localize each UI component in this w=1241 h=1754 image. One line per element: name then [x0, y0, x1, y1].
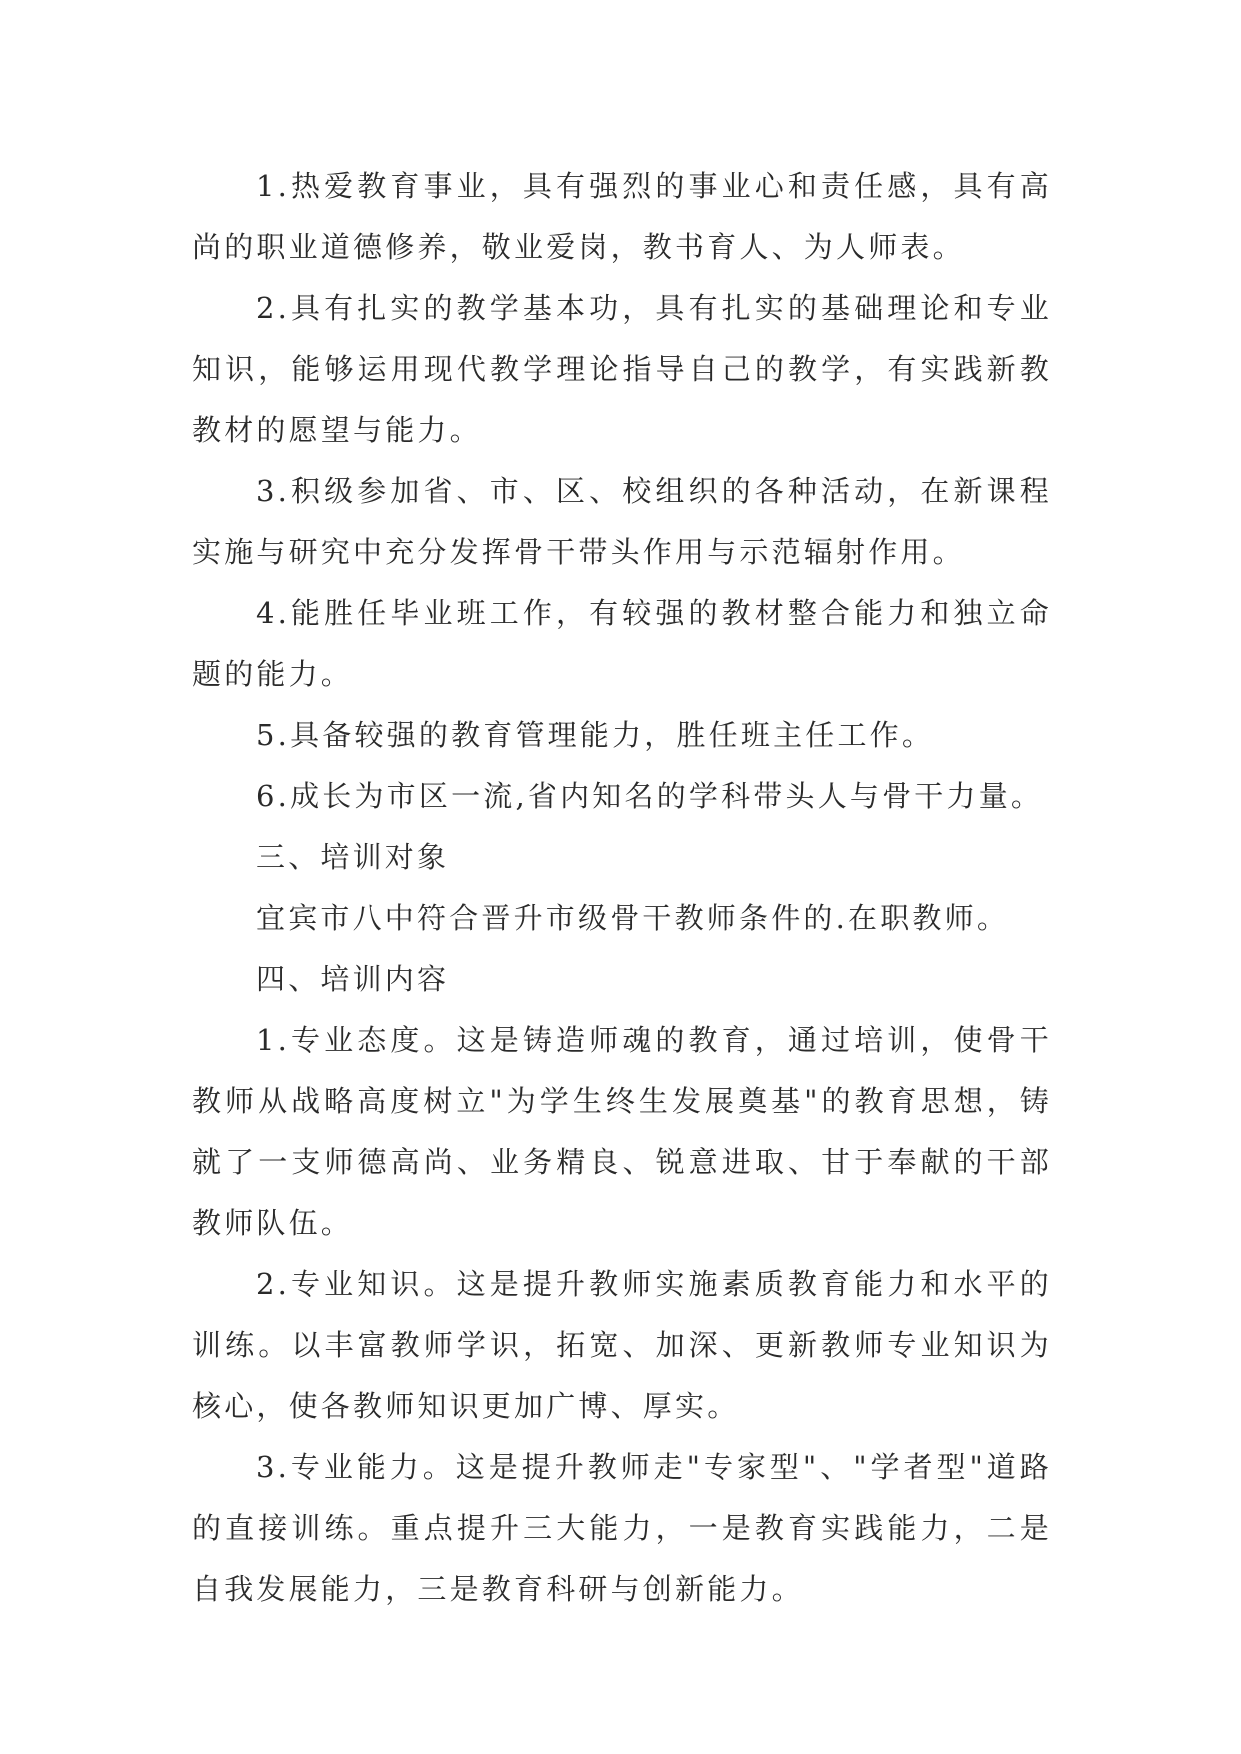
paragraph-goal-3: 3.积级参加省、市、区、校组织的各种活动，在新课程实施与研究中充分发挥骨干带头作用与示范辐射作用。 — [192, 474, 1052, 569]
paragraph-content-1: 1.专业态度。这是铸造师魂的教育，通过培训，使骨干教师从战略高度树立"为学生终生发展奠基"的教育思想，铸就了一支师德高尚、业务精良、锐意进取、甘于奉献的干部教师队伍。 — [192, 1023, 1052, 1240]
paragraph-training-targets: 宜宾市八中符合晋升市级骨干教师条件的.在职教师。 — [256, 901, 1010, 935]
section-heading-training-content: 四、培训内容 — [256, 962, 450, 996]
paragraph-goal-1: 1.热爱教育事业，具有强烈的事业心和责任感，具有高尚的职业道德修养，敬业爱岗，教书育人、为人师表。 — [192, 169, 1052, 264]
paragraph-content-3: 3.专业能力。这是提升教师走"专家型"、"学者型"道路的直接训练。重点提升三大能力，一是教育实践能力，二是自我发展能力，三是教育科研与创新能力。 — [192, 1450, 1052, 1606]
paragraph-goal-6: 6.成长为市区一流,省内知名的学科带头人与骨干力量。 — [256, 779, 1044, 813]
paragraph-goal-2: 2.具有扎实的教学基本功，具有扎实的基础理论和专业知识，能够运用现代教学理论指导自己的教学，有实践新教教材的愿望与能力。 — [192, 291, 1052, 447]
section-heading-training-targets: 三、培训对象 — [256, 840, 450, 874]
document-body — [192, 156, 1052, 1620]
paragraph-content-2: 2.专业知识。这是提升教师实施素质教育能力和水平的训练。以丰富教师学识，拓宽、加深、更新教师专业知识为核心，使各教师知识更加广博、厚实。 — [192, 1267, 1052, 1423]
paragraph-goal-4: 4.能胜任毕业班工作，有较强的教材整合能力和独立命题的能力。 — [192, 596, 1052, 691]
paragraph-goal-5: 5.具备较强的教育管理能力，胜任班主任工作。 — [256, 718, 935, 752]
